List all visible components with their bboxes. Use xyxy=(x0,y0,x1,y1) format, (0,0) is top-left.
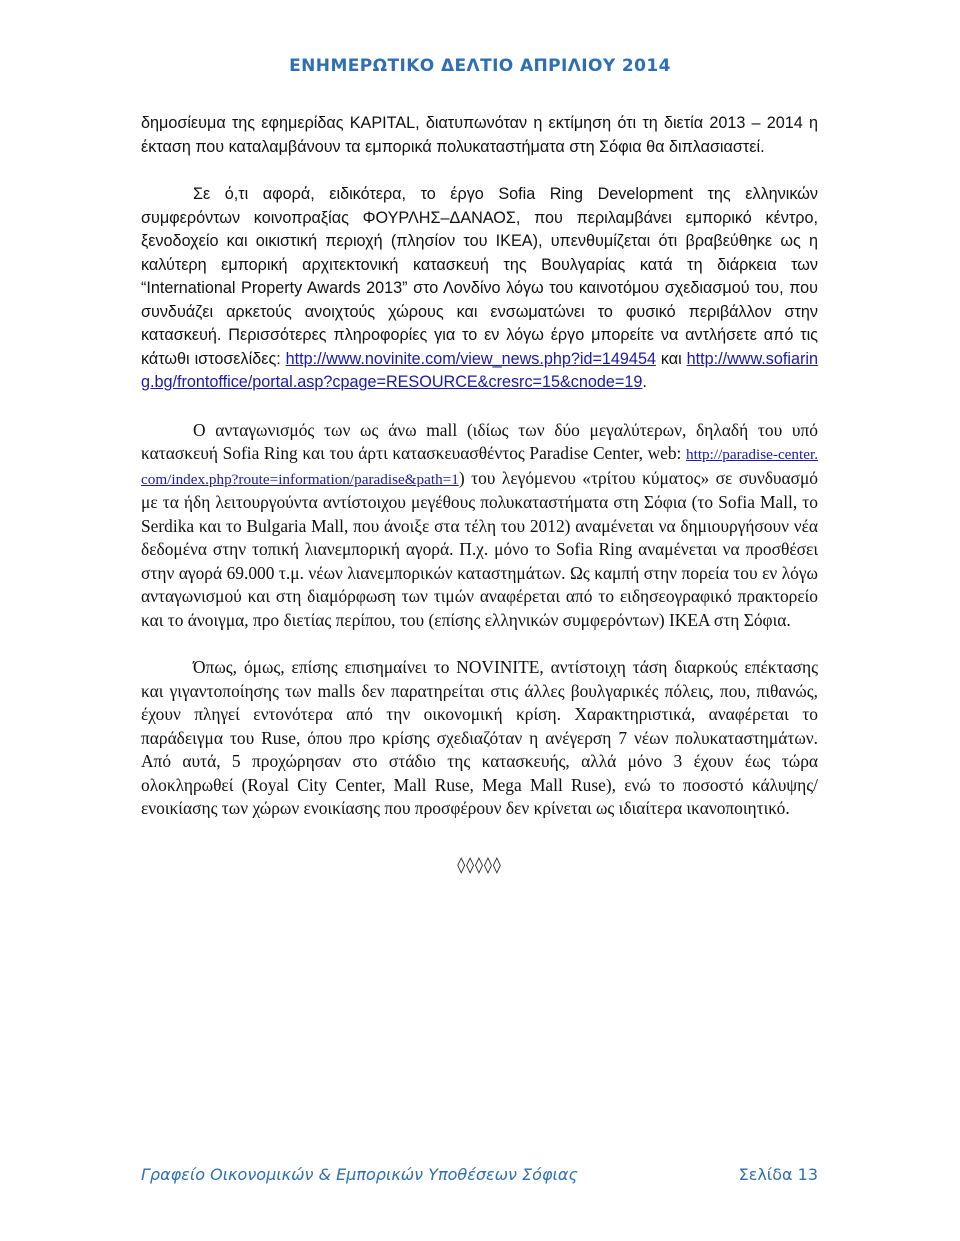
paragraph-other-cities-text: Όπως, όμως, επίσης επισημαίνει το NOVINITE, αντίστοιχη τάση διαρκούς επέκτασης και γιγαντοποίησης των malls δεν παρατηρείται στις άλλες βουλγαρικές πόλεις, που, πιθανώς, έχουν πληγεί εντονότερα από την οικονομική κρίση. Χαρακτηριστικά, αναφέρεται το παράδειγμα του Ruse, όπου προ κρίσης σχεδιαζόταν η ανέγερση 7 νέων πολυκαταστημάτων. Από αυτά, 5 προχώρησαν στο στάδιο της κατασκευής, αλλά μόνο 3 έχουν έως τώρα ολοκληρωθεί (Royal City Center, Mall Ruse, Mega Mall Ruse), ενώ το ποσοστό κάλυψης/ενοικίασης των χώρων ενοικίασης που προσφέρουν δεν κρίνεται ως ιδιαίτερα ικανοποιητικό. xyxy=(141,657,818,818)
section-ornament: ◊◊◊◊◊ xyxy=(457,854,502,874)
document-body xyxy=(141,112,818,874)
and-text: και xyxy=(655,349,687,368)
paragraph-kapital-text: δημοσίευμα της εφημερίδας KAPITAL, διατυπωνόταν η εκτίμηση ότι τη διετία 2013 – 2014 η έκταση που καταλαμβάνουν τα εμπορικά πολυκαταστήματα στη Σόφια θα διπλασιαστεί. xyxy=(141,114,818,156)
novinite-link[interactable]: http://www.novinite.com/view_news.php?id=149454 xyxy=(285,349,656,368)
page-header-title: ΕΝΗΜΕΡΩΤΙΚΟ ΔΕΛΤΙΟ ΑΠΡΙΛΙΟΥ 2014 xyxy=(289,56,671,76)
paragraph-competition-text-a: Ο ανταγωνισμός των ως άνω mall (ιδίως των δύο μεγαλύτερων, δηλαδή του υπό κατασκευή Sofia Ring και του άρτι κατασκευασθέντος Paradise Center, web: xyxy=(141,419,818,463)
paradise-center-link[interactable]: http://paradise-center.com/index.php?route=information/paradise&path=1 xyxy=(141,446,818,488)
paragraph-sofia-ring-text: Σε ό,τι αφορά, ειδικότερα, το έργο Sofia Ring Development της ελληνικών συμφερόντων κοινοπραξίας ΦΟΥΡΛΗΣ–ΔΑΝΑΟΣ, που περιλαμβάνει εμπορικό κέντρο, ξενοδοχείο και οικιστική περιοχή (πλησίον του IKEA), υπενθυμίζεται ότι βραβεύθηκε ως η καλύτερη εμπορική αρχιτεκτονική κατασκευή της Βουλγαρίας κατά τη διάρκεια των “International Property Awards 2013” στο Λονδίνο λόγω του καινοτόμου σχεδιασμού του, που συνδυάζει αρκετούς ανοιχτούς χώρους και ενσωματώνει το φυσικό περιβάλλον στην κατασκευή. Περισσότερες πληροφορίες για το εν λόγω έργο μπορείτε να αντλήσετε από τις κάτωθι ιστοσελίδες: xyxy=(141,185,818,368)
paragraph-competition xyxy=(141,419,818,633)
paragraph-sofia-ring xyxy=(141,183,818,395)
footer-office-name: Γραφείο Οικονομικών & Εμπορικών Υποθέσεων Σόφιας xyxy=(141,1165,578,1184)
sofiaring-link[interactable]: http://www.sofiaring.bg/frontoffice/portal.asp?cpage=RESOURCE&cresrc=15&cnode=19 xyxy=(141,349,818,391)
paragraph-competition-text-b: ) του λεγόμενου «τρίτου κύματος» σε συνδυασμό με τα ήδη λειτουργούντα αντίστοιχου μεγέθους πολυκαταστήματα στη Σόφια (το Sofia Mall, το Serdika και το Bulgaria Mall, που άνοιξε στα τέλη του 2012) αναμένεται να δημιουργήσουν νέα δεδομένα στην τοπική λιανεμπορική αγορά. Π.χ. μόνο το Sofia Ring αναμένεται να προσθέσει στην αγορά 69.000 τ.μ. νέων λιανεμπορικών καταστημάτων. Ως καμπή στην πορεία του εν λόγω ανταγωνισμού και στη διαμόρφωση των τιμών αναφέρεται από το ειδησεογραφικό πρακτορείο και το άνοιγμα, προ διετίας περίπου, του (επίσης ελληνικών συμφερόντων) ΙΚΕΑ στη Σόφια. xyxy=(141,467,818,630)
paragraph-kapital xyxy=(141,112,818,159)
paragraph-other-cities xyxy=(141,656,818,821)
paragraph-end-punct: . xyxy=(642,373,647,391)
page-footer xyxy=(141,1165,818,1184)
footer-page-number: Σελίδα 13 xyxy=(738,1165,818,1184)
